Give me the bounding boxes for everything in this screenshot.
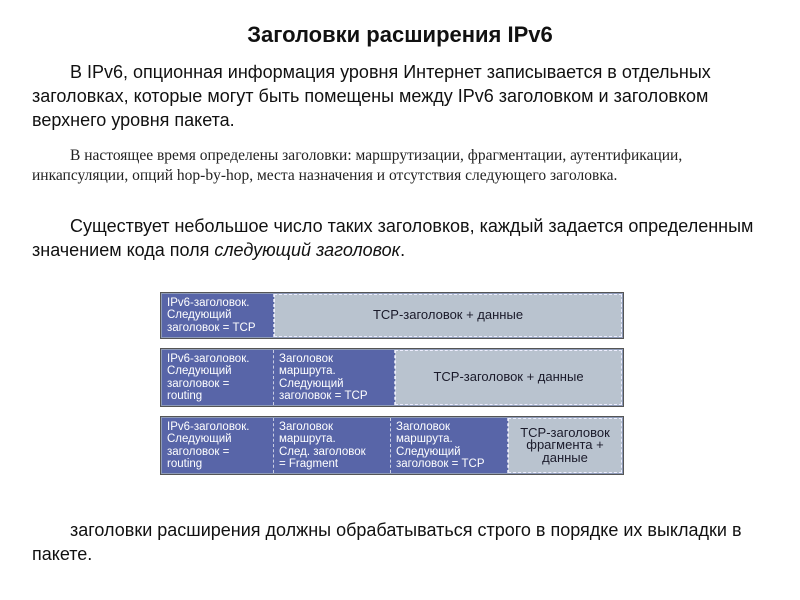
- row3-tcp-fragment-data: [508, 418, 622, 473]
- paragraph-next-header: [32, 214, 772, 262]
- ipv6-extension-diagram: [160, 292, 624, 484]
- paragraph-intro: [32, 60, 772, 132]
- row2-routing-header: [274, 350, 395, 405]
- next-header-term: следующий заголовок: [214, 240, 401, 260]
- row3-tcp-line-1: TCP-заголовок: [520, 424, 610, 440]
- row2-route-line-1: Заголовок: [279, 352, 334, 365]
- row3-ipv6-line-3: заголовок =: [167, 445, 230, 458]
- row3-tcp-line-3: данные: [542, 449, 588, 465]
- row3-route-line-1: Заголовок: [279, 420, 334, 433]
- row3-tcp-line-2: фрагмента +: [526, 437, 604, 453]
- row1-ipv6-line-1: IPv6-заголовок.: [167, 296, 250, 309]
- row3-route2-line-4: заголовок = TCP: [396, 458, 485, 470]
- row2-ipv6-header: [162, 350, 274, 405]
- row3-ipv6-header: [162, 418, 274, 473]
- paragraph-processing-order: [32, 518, 772, 566]
- row2-ipv6-line-2: Следующий: [167, 365, 232, 377]
- row1-ipv6-header: [162, 294, 274, 337]
- diagram-row-2: [160, 348, 624, 407]
- page-title: Заголовки расширения IPv6: [247, 22, 553, 47]
- row1-ipv6-line-3: заголовок = TCP: [167, 321, 256, 334]
- row2-route-line-4: заголовок = TCP: [279, 390, 368, 402]
- row3-ipv6-line-1: IPv6-заголовок.: [167, 420, 250, 433]
- row2-tcp-label: TCP-заголовок + данные: [433, 369, 584, 385]
- row3-route2-line-3: Следующий: [396, 445, 461, 458]
- diagram-row-1: [160, 292, 624, 339]
- row3-route-line-2: маршрута.: [279, 433, 336, 445]
- paragraph-defined-headers-text: В настоящее время определены заголовки: маршрутизации, фрагментации, аутентификации, инкапсуляции, опций hop-by-hop, места назначения и отсутствия следующего заголовка.: [32, 147, 683, 184]
- row2-ipv6-line-4: routing: [167, 390, 203, 402]
- diagram-row-3: [160, 416, 624, 475]
- row2-tcp-data: [395, 350, 622, 405]
- row1-ipv6-line-2: Следующий: [167, 309, 232, 322]
- row3-routing-header-2: [391, 418, 508, 473]
- row3-routing-header-1: [274, 418, 391, 473]
- paragraph-next-header-pre: Существует небольшое число таких заголовков, каждый задается определенным значением кода поля: [32, 216, 754, 260]
- row1-tcp-label: TCP-заголовок + данные: [372, 307, 524, 323]
- paragraph-next-header-post: .: [400, 240, 406, 260]
- row2-route-line-2: маршрута.: [279, 365, 336, 377]
- row1-tcp-data: [274, 294, 622, 337]
- row2-ipv6-line-1: IPv6-заголовок.: [167, 352, 250, 365]
- row2-route-line-3: Следующий: [279, 377, 344, 390]
- row3-route2-line-1: Заголовок: [396, 420, 451, 433]
- paragraph-intro-text: В IPv6, опционная информация уровня Интернет записывается в отдельных заголовках, которые могут быть помещены между IPv6 заголовком и заголовком верхнего уровня пакета.: [32, 62, 711, 130]
- paragraph-processing-order-text: заголовки расширения должны обрабатываться строго в порядке их выкладки в пакете.: [32, 520, 742, 564]
- row3-ipv6-line-2: Следующий: [167, 433, 232, 445]
- row3-route-line-4: = Fragment: [279, 458, 339, 470]
- row3-route-line-3: След. заголовок: [279, 445, 366, 458]
- row3-route2-line-2: маршрута.: [396, 433, 453, 445]
- paragraph-defined-headers: [32, 146, 772, 186]
- row2-ipv6-line-3: заголовок =: [167, 377, 230, 390]
- row3-ipv6-line-4: routing: [167, 458, 203, 470]
